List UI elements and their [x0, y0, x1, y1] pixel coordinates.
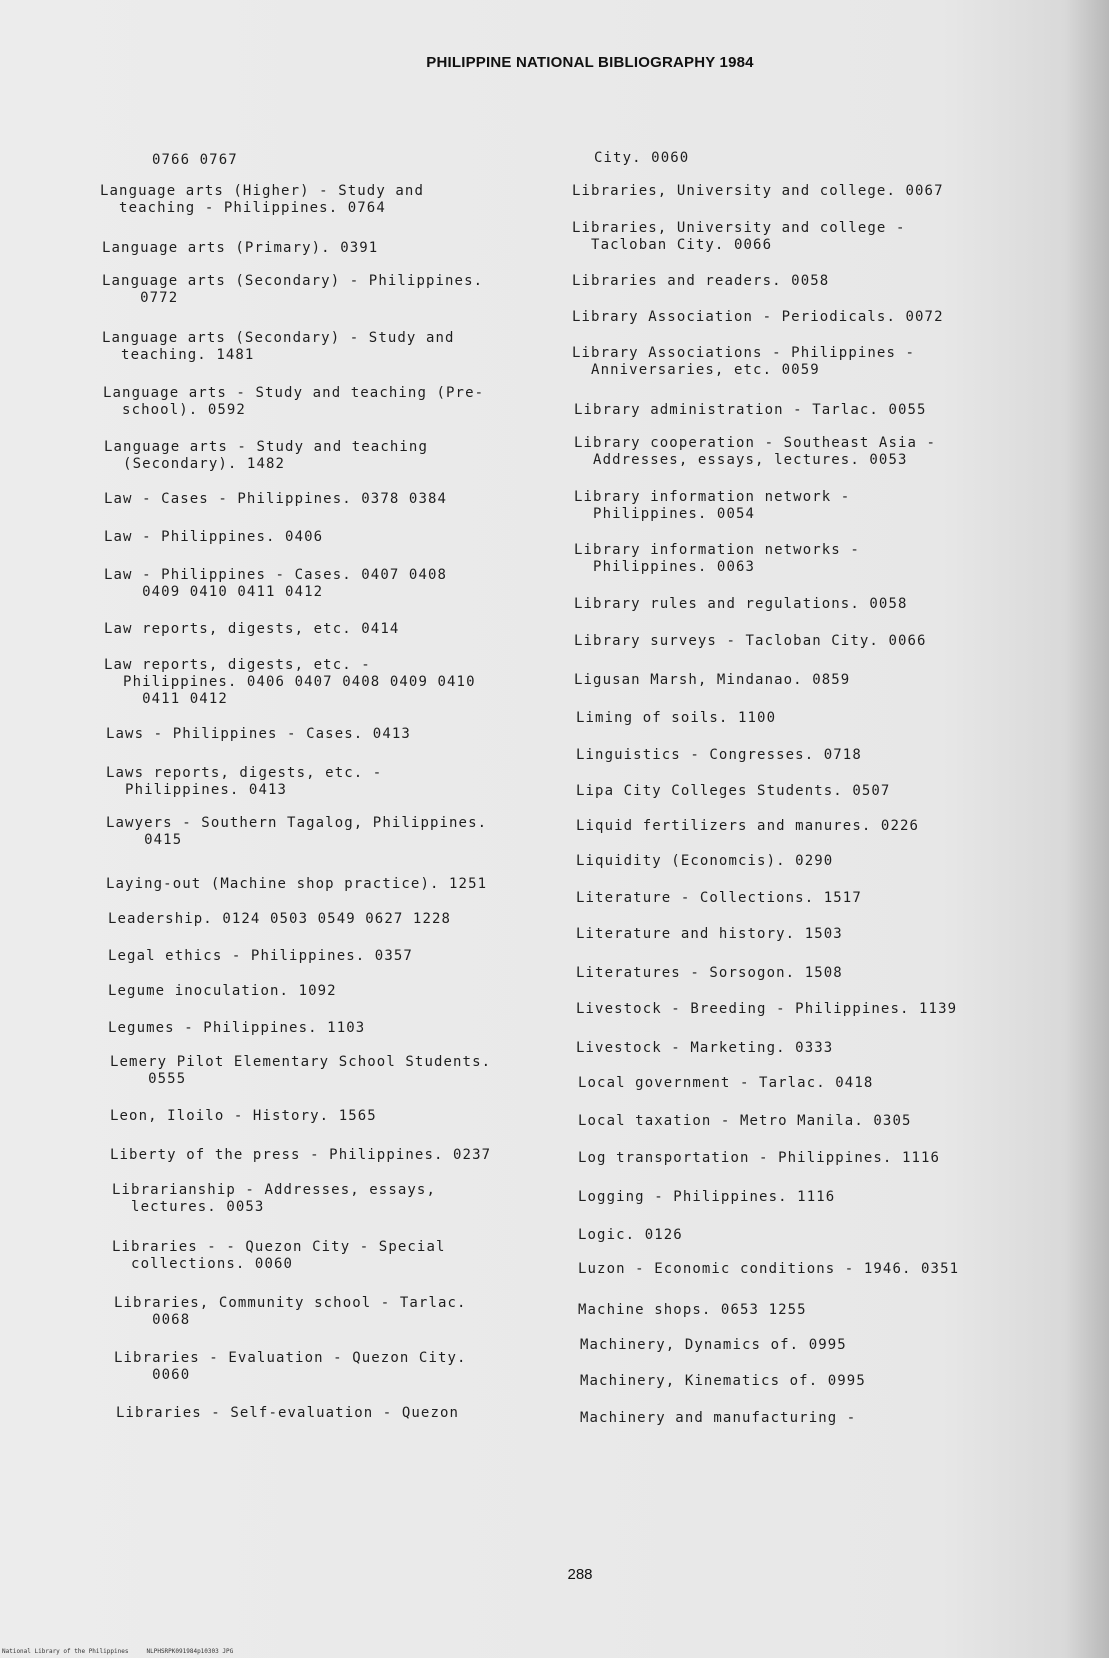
index-entry: Livestock - Marketing. 0333: [576, 1040, 834, 1056]
index-entry: Local government - Tarlac. 0418: [578, 1075, 874, 1091]
index-entry: Language arts (Primary). 0391: [102, 240, 379, 256]
index-entry: Logic. 0126: [578, 1227, 683, 1243]
page-number: 288: [567, 1566, 593, 1583]
index-entry: Law reports, digests, etc. - Philippines. 0406 0407 0408 0409 0410 0411 0412: [104, 657, 476, 707]
index-entry: Liberty of the press - Philippines. 0237: [110, 1147, 492, 1163]
index-entry: Libraries and readers. 0058: [572, 273, 830, 289]
index-entry: Laws reports, digests, etc. - Philippines. 0413: [106, 765, 383, 798]
index-entry: Laws - Philippines - Cases. 0413: [106, 726, 411, 742]
index-entry: Local taxation - Metro Manila. 0305: [578, 1113, 912, 1129]
index-entry: Legal ethics - Philippines. 0357: [108, 948, 413, 964]
index-entry: Lawyers - Southern Tagalog, Philippines. 0415: [106, 815, 488, 848]
index-entry: Language arts - Study and teaching (Pre- school). 0592: [103, 385, 485, 418]
index-entry: Libraries - - Quezon City - Special collections. 0060: [112, 1239, 446, 1272]
scan-footer: National Library of the Philippines NLPHSRPK091984p10303 JPG: [2, 1648, 234, 1655]
index-entry: Lemery Pilot Elementary School Students. 0555: [110, 1054, 492, 1087]
index-entry: Leadership. 0124 0503 0549 0627 1228: [108, 911, 452, 927]
index-entry: Library administration - Tarlac. 0055: [574, 402, 927, 418]
index-entry: Liming of soils. 1100: [576, 710, 777, 726]
index-entry: Law - Philippines - Cases. 0407 0408 0409 0410 0411 0412: [104, 567, 448, 600]
index-entry: Language arts - Study and teaching (Secondary). 1482: [104, 439, 428, 472]
index-entry: Legume inoculation. 1092: [108, 983, 337, 999]
index-entry: Libraries, University and college. 0067: [572, 183, 944, 199]
index-entry: Language arts (Higher) - Study and teaching - Philippines. 0764: [100, 183, 424, 216]
index-entry: Library surveys - Tacloban City. 0066: [574, 633, 927, 649]
index-entry: Language arts (Secondary) - Philippines. 0772: [102, 273, 484, 306]
index-entry: Law - Cases - Philippines. 0378 0384: [104, 491, 448, 507]
index-entry: Log transportation - Philippines. 1116: [578, 1150, 941, 1166]
index-entry: Ligusan Marsh, Mindanao. 0859: [574, 672, 851, 688]
index-entry: Liquid fertilizers and manures. 0226: [576, 818, 920, 834]
index-entry: Machinery, Dynamics of. 0995: [580, 1337, 847, 1353]
index-entry: Machine shops. 0653 1255: [578, 1302, 807, 1318]
index-entry: Literatures - Sorsogon. 1508: [576, 965, 843, 981]
index-entry: Librarianship - Addresses, essays, lectures. 0053: [112, 1182, 436, 1215]
page-title: PHILIPPINE NATIONAL BIBLIOGRAPHY 1984: [426, 54, 754, 71]
index-entry: Law - Philippines. 0406: [104, 529, 324, 545]
index-entry: Laying-out (Machine shop practice). 1251: [106, 876, 488, 892]
index-entry: Leon, Iloilo - History. 1565: [110, 1108, 377, 1124]
index-entry: Literature - Collections. 1517: [576, 890, 862, 906]
index-entry: Library cooperation - Southeast Asia - Addresses, essays, lectures. 0053: [574, 435, 937, 468]
index-entry: Legumes - Philippines. 1103: [108, 1020, 366, 1036]
index-entry: Literature and history. 1503: [576, 926, 843, 942]
index-entry: Lipa City Colleges Students. 0507: [576, 783, 891, 799]
index-entry: Library Association - Periodicals. 0072: [572, 309, 944, 325]
index-entry: Machinery and manufacturing -: [580, 1410, 857, 1426]
index-entry: Library information network - Philippines. 0054: [574, 489, 851, 522]
index-entry: Linguistics - Congresses. 0718: [576, 747, 862, 763]
index-entry: Library information networks - Philippines. 0063: [574, 542, 860, 575]
index-entry: Libraries, Community school - Tarlac. 0068: [114, 1295, 467, 1328]
index-entry: Language arts (Secondary) - Study and teaching. 1481: [102, 330, 455, 363]
index-entry: Library Associations - Philippines - Anniversaries, etc. 0059: [572, 345, 916, 378]
index-entry: Livestock - Breeding - Philippines. 1139: [576, 1001, 958, 1017]
index-entry: Liquidity (Economcis). 0290: [576, 853, 834, 869]
index-entry: 0766 0767: [152, 152, 238, 168]
index-entry: Luzon - Economic conditions - 1946. 0351: [578, 1261, 960, 1277]
index-entry: Library rules and regulations. 0058: [574, 596, 908, 612]
index-entry: Libraries - Self-evaluation - Quezon: [116, 1405, 460, 1421]
index-entry: City. 0060: [594, 150, 690, 166]
index-entry: Libraries, University and college - Tacloban City. 0066: [572, 220, 906, 253]
index-entry: Libraries - Evaluation - Quezon City. 0060: [114, 1350, 467, 1383]
index-entry: Logging - Philippines. 1116: [578, 1189, 836, 1205]
index-entry: Law reports, digests, etc. 0414: [104, 621, 400, 637]
index-entry: Machinery, Kinematics of. 0995: [580, 1373, 866, 1389]
